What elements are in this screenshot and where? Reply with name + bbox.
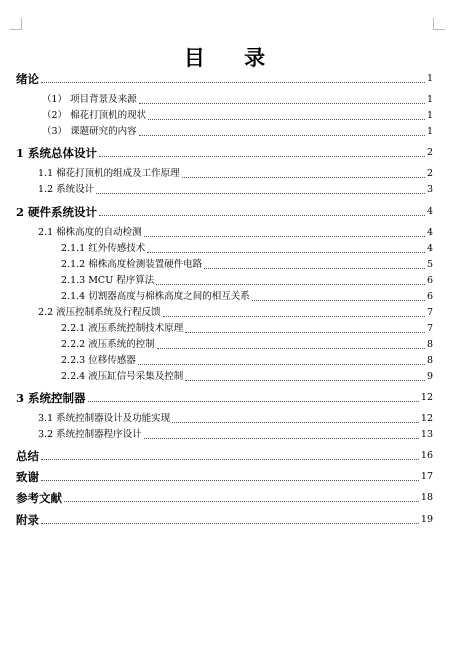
toc-entry[interactable] <box>0 204 433 220</box>
toc-dot-leader <box>138 364 425 365</box>
toc-entry[interactable] <box>0 411 433 427</box>
toc-dot-leader <box>204 268 425 269</box>
toc-page-number: 13 <box>420 429 433 440</box>
toc-entry[interactable] <box>0 92 433 108</box>
toc-entry[interactable] <box>0 124 433 140</box>
toc-entry[interactable] <box>0 145 433 161</box>
toc-entry[interactable] <box>0 490 433 506</box>
toc-page-number: 8 <box>426 339 433 350</box>
toc-entry[interactable] <box>0 182 433 198</box>
toc-entry[interactable] <box>0 390 433 406</box>
toc-entry[interactable] <box>0 241 433 257</box>
toc-dot-leader <box>185 380 425 381</box>
toc-dot-leader <box>139 103 425 104</box>
toc-dot-leader <box>64 501 419 502</box>
toc-entry-label: 1.1 棉花打顶机的组成及工作原理 <box>38 168 180 179</box>
toc-entry[interactable] <box>0 289 433 305</box>
toc-entry[interactable] <box>0 71 433 87</box>
toc-page-number: 6 <box>426 275 433 286</box>
toc-dot-leader <box>88 401 419 402</box>
toc-entry-label: 附录 <box>16 513 39 527</box>
toc-entry-label: 2.1.4 切割器高度与棉株高度之间的相互关系 <box>61 291 250 302</box>
toc-page-number: 2 <box>426 168 433 179</box>
toc-entry-label: 2.2.1 液压系统控制技术原理 <box>61 323 184 334</box>
toc-page-number: 4 <box>426 206 433 217</box>
toc-dot-leader <box>96 193 425 194</box>
toc-page-number: 17 <box>420 471 433 482</box>
toc-dot-leader <box>157 348 425 349</box>
toc-entry[interactable] <box>0 427 433 443</box>
toc-entry[interactable] <box>0 321 433 337</box>
toc-page-number: 1 <box>426 126 433 137</box>
toc-dot-leader <box>172 422 419 423</box>
toc-entry[interactable] <box>0 469 433 485</box>
toc-entry-label: 3.1 系统控制器设计及功能实现 <box>38 413 171 424</box>
toc-entry-label: 3.2 系统控制器程序设计 <box>38 429 142 440</box>
toc-entry[interactable] <box>0 166 433 182</box>
toc-entry-label: 2.2 液压控制系统及行程反馈 <box>38 307 161 318</box>
toc-entry-label: 2.2.2 液压系统的控制 <box>61 339 155 350</box>
toc-entry-label: 绪论 <box>16 72 39 86</box>
toc-entry-label: 致谢 <box>16 470 39 484</box>
toc-entry-label: （3） 课题研究的内容 <box>42 126 137 137</box>
toc-entry-label: 2.1 棉株高度的自动检测 <box>38 227 142 238</box>
toc-dot-leader <box>163 316 425 317</box>
toc-entry-label: 总结 <box>16 449 39 463</box>
toc-dot-leader <box>182 177 425 178</box>
toc-entry-label: 2.1.2 棉株高度检测装置硬件电路 <box>61 259 203 270</box>
toc-page-number: 12 <box>420 413 433 424</box>
toc-page-number: 8 <box>426 355 433 366</box>
toc-entry[interactable] <box>0 353 433 369</box>
toc-dot-leader <box>41 480 419 481</box>
toc-entry[interactable] <box>0 337 433 353</box>
toc-page-number: 3 <box>426 184 433 195</box>
toc-entry[interactable] <box>0 108 433 124</box>
toc-dot-leader <box>252 300 425 301</box>
toc-entry[interactable] <box>0 225 433 241</box>
toc-entry-label: 2.1.1 红外传感技术 <box>61 243 146 254</box>
toc-entry[interactable] <box>0 512 433 528</box>
toc-page-number: 2 <box>426 147 433 158</box>
toc-page-number: 19 <box>420 514 433 525</box>
toc-dot-leader <box>144 438 419 439</box>
toc-page-number: 5 <box>426 259 433 270</box>
toc-dot-leader <box>41 523 419 524</box>
toc-entry[interactable] <box>0 369 433 385</box>
toc-page-number: 7 <box>426 323 433 334</box>
toc-dot-leader <box>99 215 425 216</box>
toc-page-number: 4 <box>426 227 433 238</box>
toc-page-number: 1 <box>426 110 433 121</box>
toc-dot-leader <box>144 236 425 237</box>
toc-entry-label: （1） 项目背景及来源 <box>42 94 137 105</box>
toc-dot-leader <box>185 332 425 333</box>
toc-page-number: 7 <box>426 307 433 318</box>
toc-entry[interactable] <box>0 448 433 464</box>
toc-entry[interactable] <box>0 305 433 321</box>
toc-entry-label: 2 硬件系统设计 <box>16 205 98 219</box>
toc-entry-label: 3 系统控制器 <box>16 391 86 405</box>
toc-dot-leader <box>148 119 425 120</box>
toc-entry-label: 2.2.4 液压缸信号采集及控制 <box>61 371 184 382</box>
toc-page-number: 1 <box>426 94 433 105</box>
toc-page-number: 9 <box>426 371 433 382</box>
toc-page-number: 1 <box>426 73 433 84</box>
toc-dot-leader <box>41 82 425 83</box>
toc-entry-label: （2） 棉花打顶机的现状 <box>42 110 147 121</box>
toc-page-number: 16 <box>420 450 433 461</box>
toc-entry-label: 1 系统总体设计 <box>16 146 98 160</box>
toc-page-number: 6 <box>426 291 433 302</box>
toc-dot-leader <box>41 459 419 460</box>
toc-page-number: 12 <box>420 392 433 403</box>
toc-entry[interactable] <box>0 273 433 289</box>
toc-dot-leader <box>156 284 425 285</box>
toc-dot-leader <box>139 135 425 136</box>
toc-dot-leader <box>147 252 425 253</box>
toc-entry[interactable] <box>0 257 433 273</box>
toc-entry-label: 参考文献 <box>16 491 62 505</box>
toc-entry-label: 1.2 系统设计 <box>38 184 95 195</box>
toc-dot-leader <box>99 156 425 157</box>
toc-entry-label: 2.1.3 MCU 程序算法 <box>61 275 155 286</box>
page-title: 目 录 <box>183 45 282 70</box>
toc-entry-label: 2.2.3 位移传感器 <box>61 355 136 366</box>
toc-page-number: 18 <box>420 492 433 503</box>
toc-page-number: 4 <box>426 243 433 254</box>
